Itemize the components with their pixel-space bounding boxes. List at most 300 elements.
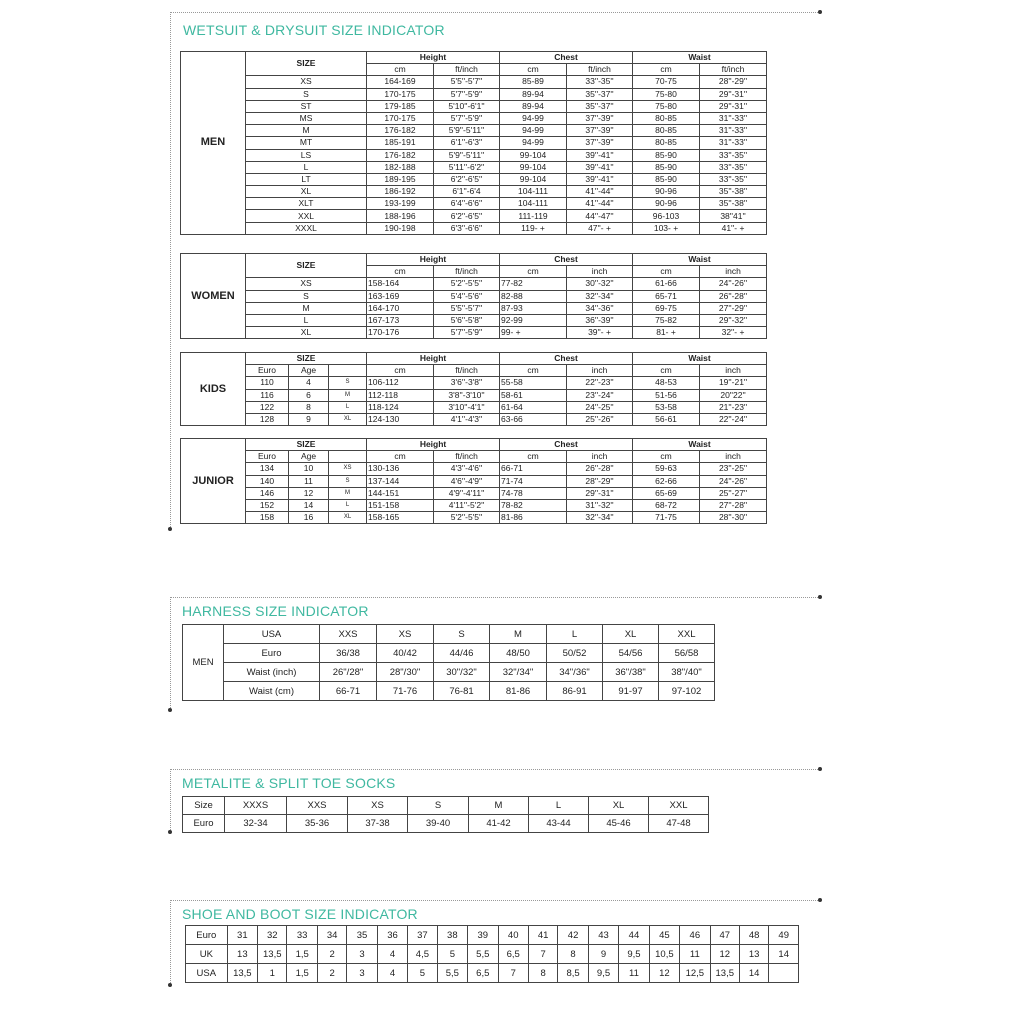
- shoe-size-table: [185, 925, 799, 983]
- height-ft-cell: 5'7''-5'9'': [434, 88, 500, 100]
- sock-size-cell: XS: [348, 797, 408, 815]
- shoe-size-cell: 13: [739, 945, 768, 964]
- waist-cm-cell: 70-75: [633, 76, 700, 88]
- height-cm-cell: 186-192: [367, 186, 434, 198]
- waist-cm-cell: 90-96: [633, 198, 700, 210]
- age-cell: 8: [289, 401, 329, 413]
- chest-inch-cell: 29''-31'': [567, 487, 633, 499]
- shoe-size-cell: 7: [498, 964, 528, 983]
- waist-cm-cell: 48-53: [633, 377, 700, 389]
- table-row: [181, 278, 767, 290]
- shoe-size-cell: 6,5: [468, 964, 498, 983]
- unit-header: ft/inch: [434, 64, 500, 76]
- harness-value-cell: XXL: [659, 625, 715, 644]
- chest-inch-cell: 25''-26'': [567, 413, 633, 425]
- height-cm-cell: 130-136: [367, 463, 434, 475]
- size-cell: XXL: [246, 210, 367, 222]
- shoe-size-cell: 9,5: [619, 945, 649, 964]
- unit-header: ft/inch: [434, 266, 500, 278]
- unit-header: inch: [700, 266, 767, 278]
- shoe-size-cell: 47: [710, 926, 739, 945]
- row-label: USA: [186, 964, 228, 983]
- height-header: Height: [367, 52, 500, 64]
- height-cm-cell: 118-124: [367, 401, 434, 413]
- table-row: [181, 463, 767, 475]
- chest-cm-cell: 63-66: [500, 413, 567, 425]
- harness-title: HARNESS SIZE INDICATOR: [182, 603, 369, 619]
- shoe-size-cell: 5: [437, 945, 467, 964]
- chest-cm-cell: 99-104: [500, 149, 567, 161]
- shoes-frame-left: [170, 900, 171, 985]
- unit-header: inch: [567, 266, 633, 278]
- chest-inch-cell: 23''-24'': [567, 389, 633, 401]
- chest-inch-cell: 33''-35'': [567, 76, 633, 88]
- chest-cm-cell: 71-74: [500, 475, 567, 487]
- chest-cm-cell: 99-104: [500, 173, 567, 185]
- size-cell: M: [246, 302, 367, 314]
- shoe-size-cell: 9,5: [588, 964, 618, 983]
- shoe-size-cell: 5,5: [468, 945, 498, 964]
- waist-cm-cell: 75-80: [633, 88, 700, 100]
- shoe-size-cell: 40: [498, 926, 528, 945]
- table-row: [181, 76, 767, 88]
- chest-cm-cell: 55-58: [500, 377, 567, 389]
- waist-cm-cell: 53-58: [633, 401, 700, 413]
- harness-value-cell: 91-97: [603, 682, 659, 701]
- shoe-size-cell: 37: [408, 926, 437, 945]
- table-row: [181, 487, 767, 499]
- shoe-size-cell: 14: [739, 964, 768, 983]
- chest-cm-cell: 85-89: [500, 76, 567, 88]
- height-ft-cell: 3'8''-3'10'': [434, 389, 500, 401]
- height-ft-cell: 5'6''-5'8'': [434, 314, 500, 326]
- sock-size-cell: 45-46: [589, 815, 649, 833]
- harness-value-cell: 54/56: [603, 644, 659, 663]
- socks-title: METALITE & SPLIT TOE SOCKS: [182, 775, 396, 791]
- height-cm-cell: 193-199: [367, 198, 434, 210]
- unit-header: inch: [700, 365, 767, 377]
- row-label: USA: [224, 625, 320, 644]
- waist-inch-cell: 35''-38'': [700, 186, 767, 198]
- chest-inch-cell: 34''-36'': [567, 302, 633, 314]
- harness-value-cell: XXS: [320, 625, 377, 644]
- waist-cm-cell: 85-90: [633, 173, 700, 185]
- table-row: [181, 125, 767, 137]
- harness-value-cell: 97-102: [659, 682, 715, 701]
- row-label: Euro: [224, 644, 320, 663]
- frame-dot: [168, 830, 172, 834]
- sock-size-cell: XXXS: [225, 797, 287, 815]
- chest-cm-cell: 89-94: [500, 88, 567, 100]
- women-size-table: [180, 253, 767, 339]
- unit-header: cm: [500, 266, 567, 278]
- height-cm-cell: 188-196: [367, 210, 434, 222]
- waist-inch-cell: 19''-21'': [700, 377, 767, 389]
- table-row: [181, 290, 767, 302]
- height-ft-cell: 3'10''-4'1'': [434, 401, 500, 413]
- size-cell: M: [246, 125, 367, 137]
- height-ft-cell: 5'7''-5'9'': [434, 112, 500, 124]
- height-cm-cell: 170-175: [367, 88, 434, 100]
- chest-header: Chest: [500, 254, 633, 266]
- harness-value-cell: 38"/40": [659, 663, 715, 682]
- sock-size-cell: 47-48: [649, 815, 709, 833]
- waist-inch-cell: 38''41'': [700, 210, 767, 222]
- sock-size-cell: 39-40: [408, 815, 469, 833]
- frame-dot: [818, 898, 822, 902]
- height-ft-cell: 5'9''-5'11'': [434, 125, 500, 137]
- waist-cm-cell: 65-71: [633, 290, 700, 302]
- waist-cm-cell: 56-61: [633, 413, 700, 425]
- wetsuit-frame-top: [170, 12, 820, 13]
- socks-frame-left: [170, 769, 171, 832]
- shoe-size-cell: 12: [649, 964, 679, 983]
- waist-cm-cell: 80-85: [633, 112, 700, 124]
- row-label: Euro: [183, 815, 225, 833]
- sock-size-cell: XL: [589, 797, 649, 815]
- waist-cm-cell: 85-90: [633, 149, 700, 161]
- size-header: SIZE: [246, 439, 367, 451]
- frame-dot: [818, 767, 822, 771]
- waist-inch-cell: 25''-27'': [700, 487, 767, 499]
- unit-header: cm: [367, 266, 434, 278]
- harness-value-cell: 50/52: [547, 644, 603, 663]
- height-cm-cell: 179-185: [367, 100, 434, 112]
- waist-cm-cell: 65-69: [633, 487, 700, 499]
- category-label-kids: KIDS: [181, 353, 246, 426]
- chest-inch-cell: 26''-28'': [567, 463, 633, 475]
- height-header: Height: [367, 439, 500, 451]
- shoe-size-cell: 3: [347, 964, 377, 983]
- height-cm-cell: 176-182: [367, 149, 434, 161]
- chest-cm-cell: 99-104: [500, 161, 567, 173]
- chest-inch-cell: 39''-41'': [567, 173, 633, 185]
- waist-cm-cell: 81- +: [633, 327, 700, 339]
- chest-inch-cell: 35''-37'': [567, 88, 633, 100]
- table-row: [183, 797, 709, 815]
- table-row: [186, 964, 799, 983]
- waist-inch-cell: 28''-30'': [700, 512, 767, 524]
- height-cm-cell: 137-144: [367, 475, 434, 487]
- shoe-size-cell: 33: [287, 926, 317, 945]
- table-row: [181, 377, 767, 389]
- waist-cm-cell: 85-90: [633, 161, 700, 173]
- height-cm-cell: 190-198: [367, 222, 434, 234]
- waist-inch-cell: 21''-23'': [700, 401, 767, 413]
- waist-cm-cell: 61-66: [633, 278, 700, 290]
- height-ft-cell: 5'10''-6'1'': [434, 100, 500, 112]
- shoe-size-cell: 42: [558, 926, 588, 945]
- height-ft-cell: 5'2''-5'5'': [434, 278, 500, 290]
- harness-value-cell: 30"/32": [434, 663, 490, 682]
- chest-cm-cell: 119- +: [500, 222, 567, 234]
- height-cm-cell: 170-175: [367, 112, 434, 124]
- height-cm-cell: 124-130: [367, 413, 434, 425]
- harness-value-cell: 44/46: [434, 644, 490, 663]
- harness-value-cell: 66-71: [320, 682, 377, 701]
- harness-value-cell: 48/50: [490, 644, 547, 663]
- size-letter-cell: M: [329, 389, 367, 401]
- height-cm-cell: 185-191: [367, 137, 434, 149]
- sock-size-cell: S: [408, 797, 469, 815]
- size-header: SIZE: [246, 52, 367, 76]
- shoe-size-cell: 31: [227, 926, 257, 945]
- age-header: Age: [289, 365, 329, 377]
- chest-inch-cell: 47''- +: [567, 222, 633, 234]
- harness-value-cell: 76-81: [434, 682, 490, 701]
- size-cell: XL: [246, 327, 367, 339]
- unit-header: ft/inch: [567, 64, 633, 76]
- waist-inch-cell: 29''-31'': [700, 100, 767, 112]
- size-header: SIZE: [246, 254, 367, 278]
- waist-cm-cell: 75-80: [633, 100, 700, 112]
- waist-cm-cell: 80-85: [633, 137, 700, 149]
- unit-header: inch: [567, 365, 633, 377]
- height-ft-cell: 4'9''-4'11'': [434, 487, 500, 499]
- size-letter-cell: S: [329, 377, 367, 389]
- age-header: Age: [289, 451, 329, 463]
- unit-header: cm: [367, 451, 434, 463]
- height-cm-cell: 112-118: [367, 389, 434, 401]
- chest-cm-cell: 81-86: [500, 512, 567, 524]
- euro-cell: 116: [246, 389, 289, 401]
- height-ft-cell: 5'5''-5'7'': [434, 302, 500, 314]
- frame-dot: [168, 983, 172, 987]
- waist-cm-cell: 51-56: [633, 389, 700, 401]
- harness-value-cell: 81-86: [490, 682, 547, 701]
- sock-size-cell: XXS: [287, 797, 348, 815]
- frame-dot: [168, 527, 172, 531]
- waist-inch-cell: 41''- +: [700, 222, 767, 234]
- size-cell: S: [246, 88, 367, 100]
- size-cell: S: [246, 290, 367, 302]
- table-row: [186, 945, 799, 964]
- age-cell: 14: [289, 499, 329, 511]
- shoe-size-cell: 48: [739, 926, 768, 945]
- table-row: [181, 314, 767, 326]
- chest-cm-cell: 94-99: [500, 112, 567, 124]
- table-row: [181, 112, 767, 124]
- height-cm-cell: 164-169: [367, 76, 434, 88]
- chest-inch-cell: 22''-23'': [567, 377, 633, 389]
- chest-inch-cell: 30''-32'': [567, 278, 633, 290]
- height-ft-cell: 4'3''-4'6'': [434, 463, 500, 475]
- waist-header: Waist: [633, 439, 767, 451]
- category-label-men: MEN: [181, 52, 246, 235]
- waist-inch-cell: 23''-25'': [700, 463, 767, 475]
- chest-inch-cell: 37''-39'': [567, 137, 633, 149]
- size-header: SIZE: [246, 353, 367, 365]
- unit-header: cm: [633, 451, 700, 463]
- waist-cm-cell: 90-96: [633, 186, 700, 198]
- size-letter-cell: M: [329, 487, 367, 499]
- shoe-size-cell: 38: [437, 926, 467, 945]
- height-cm-cell: 151-158: [367, 499, 434, 511]
- height-ft-cell: 5'11''-6'2'': [434, 161, 500, 173]
- size-letter-cell: XL: [329, 413, 367, 425]
- size-cell: L: [246, 161, 367, 173]
- waist-cm-cell: 62-66: [633, 475, 700, 487]
- frame-dot: [818, 10, 822, 14]
- waist-inch-cell: 31''-33'': [700, 112, 767, 124]
- row-label: Euro: [186, 926, 228, 945]
- size-letter-cell: S: [329, 475, 367, 487]
- age-cell: 4: [289, 377, 329, 389]
- age-cell: 6: [289, 389, 329, 401]
- chest-cm-cell: 104-111: [500, 186, 567, 198]
- shoe-size-cell: 8,5: [558, 964, 588, 983]
- waist-inch-cell: 29''-31'': [700, 88, 767, 100]
- harness-value-cell: S: [434, 625, 490, 644]
- height-cm-cell: 106-112: [367, 377, 434, 389]
- waist-cm-cell: 103- +: [633, 222, 700, 234]
- waist-cm-cell: 69-75: [633, 302, 700, 314]
- table-row: [181, 499, 767, 511]
- blank-header: [329, 451, 367, 463]
- waist-inch-cell: 22''-24'': [700, 413, 767, 425]
- age-cell: 9: [289, 413, 329, 425]
- shoe-size-cell: 2: [317, 964, 346, 983]
- euro-cell: 146: [246, 487, 289, 499]
- table-row: [181, 137, 767, 149]
- chest-cm-cell: 111-119: [500, 210, 567, 222]
- chest-header: Chest: [500, 439, 633, 451]
- euro-header: Euro: [246, 451, 289, 463]
- waist-inch-cell: 29''-32'': [700, 314, 767, 326]
- height-ft-cell: 6'2''-6'5'': [434, 210, 500, 222]
- size-cell: LS: [246, 149, 367, 161]
- shoe-size-cell: 13,5: [710, 964, 739, 983]
- size-cell: LT: [246, 173, 367, 185]
- height-cm-cell: 158-165: [367, 512, 434, 524]
- unit-header: cm: [633, 64, 700, 76]
- size-cell: XS: [246, 278, 367, 290]
- height-ft-cell: 4'6''-4'9'': [434, 475, 500, 487]
- size-cell: MS: [246, 112, 367, 124]
- table-row: [181, 327, 767, 339]
- harness-value-cell: 34"/36": [547, 663, 603, 682]
- waist-inch-cell: 33''-35'': [700, 149, 767, 161]
- men-size-table: [180, 51, 767, 235]
- shoe-size-cell: 14: [769, 945, 799, 964]
- shoe-size-cell: 13,5: [258, 945, 287, 964]
- shoe-size-cell: 12,5: [680, 964, 710, 983]
- waist-cm-cell: 68-72: [633, 499, 700, 511]
- blank-header: [329, 365, 367, 377]
- waist-inch-cell: 27''-28'': [700, 499, 767, 511]
- shoe-size-cell: 1: [258, 964, 287, 983]
- shoe-size-cell: 4: [377, 964, 407, 983]
- height-cm-cell: 170-176: [367, 327, 434, 339]
- chest-inch-cell: 28''-29'': [567, 475, 633, 487]
- chest-inch-cell: 44''-47'': [567, 210, 633, 222]
- waist-cm-cell: 96-103: [633, 210, 700, 222]
- chest-inch-cell: 32''-34'': [567, 512, 633, 524]
- unit-header: cm: [500, 365, 567, 377]
- sock-size-cell: 43-44: [529, 815, 589, 833]
- chest-inch-cell: 36''-39'': [567, 314, 633, 326]
- sock-size-cell: 35-36: [287, 815, 348, 833]
- table-row: [181, 186, 767, 198]
- euro-cell: 134: [246, 463, 289, 475]
- waist-inch-cell: 33''-35'': [700, 161, 767, 173]
- chest-inch-cell: 24''-25'': [567, 401, 633, 413]
- height-ft-cell: 3'6''-3'8'': [434, 377, 500, 389]
- frame-dot: [818, 595, 822, 599]
- waist-inch-cell: 32''- +: [700, 327, 767, 339]
- waist-inch-cell: 20''22'': [700, 389, 767, 401]
- euro-cell: 128: [246, 413, 289, 425]
- waist-inch-cell: 28''-29'': [700, 76, 767, 88]
- size-letter-cell: XS: [329, 463, 367, 475]
- shoe-size-cell: 2: [317, 945, 346, 964]
- chest-cm-cell: 66-71: [500, 463, 567, 475]
- shoe-size-cell: 6,5: [498, 945, 528, 964]
- sock-size-cell: 41-42: [469, 815, 529, 833]
- chest-inch-cell: 41''-44'': [567, 198, 633, 210]
- height-ft-cell: 6'2''-6'5'': [434, 173, 500, 185]
- waist-cm-cell: 75-82: [633, 314, 700, 326]
- height-cm-cell: 176-182: [367, 125, 434, 137]
- shoe-size-cell: 49: [769, 926, 799, 945]
- row-label: UK: [186, 945, 228, 964]
- waist-cm-cell: 71-75: [633, 512, 700, 524]
- frame-dot: [168, 708, 172, 712]
- shoe-size-cell: 36: [377, 926, 407, 945]
- sock-size-cell: L: [529, 797, 589, 815]
- shoe-size-cell: 9: [588, 945, 618, 964]
- table-row: [181, 100, 767, 112]
- size-cell: XL: [246, 186, 367, 198]
- shoe-size-cell: 45: [649, 926, 679, 945]
- table-row: [183, 644, 715, 663]
- category-label-junior: JUNIOR: [181, 439, 246, 524]
- shoe-size-cell: 35: [347, 926, 377, 945]
- harness-value-cell: M: [490, 625, 547, 644]
- harness-value-cell: 71-76: [377, 682, 434, 701]
- chest-inch-cell: 41''-44'': [567, 186, 633, 198]
- table-row: [181, 222, 767, 234]
- size-cell: ST: [246, 100, 367, 112]
- height-ft-cell: 6'3''-6'6'': [434, 222, 500, 234]
- height-ft-cell: 5'7''-5'9'': [434, 327, 500, 339]
- size-cell: MT: [246, 137, 367, 149]
- sock-size-cell: 32-34: [225, 815, 287, 833]
- row-label: Size: [183, 797, 225, 815]
- socks-size-table: [182, 796, 709, 833]
- table-row: [181, 173, 767, 185]
- table-row: [181, 512, 767, 524]
- chest-cm-cell: 89-94: [500, 100, 567, 112]
- shoe-size-cell: [769, 964, 799, 983]
- age-cell: 12: [289, 487, 329, 499]
- unit-header: cm: [633, 365, 700, 377]
- height-ft-cell: 6'4''-6'6'': [434, 198, 500, 210]
- chest-cm-cell: 99- +: [500, 327, 567, 339]
- shoe-size-cell: 5: [408, 964, 437, 983]
- table-row: [183, 682, 715, 701]
- table-row: [181, 389, 767, 401]
- waist-inch-cell: 24''-26'': [700, 278, 767, 290]
- table-row: [181, 88, 767, 100]
- chest-inch-cell: 39''- +: [567, 327, 633, 339]
- age-cell: 11: [289, 475, 329, 487]
- euro-header: Euro: [246, 365, 289, 377]
- harness-value-cell: 32"/34": [490, 663, 547, 682]
- euro-cell: 140: [246, 475, 289, 487]
- euro-cell: 122: [246, 401, 289, 413]
- waist-header: Waist: [633, 254, 767, 266]
